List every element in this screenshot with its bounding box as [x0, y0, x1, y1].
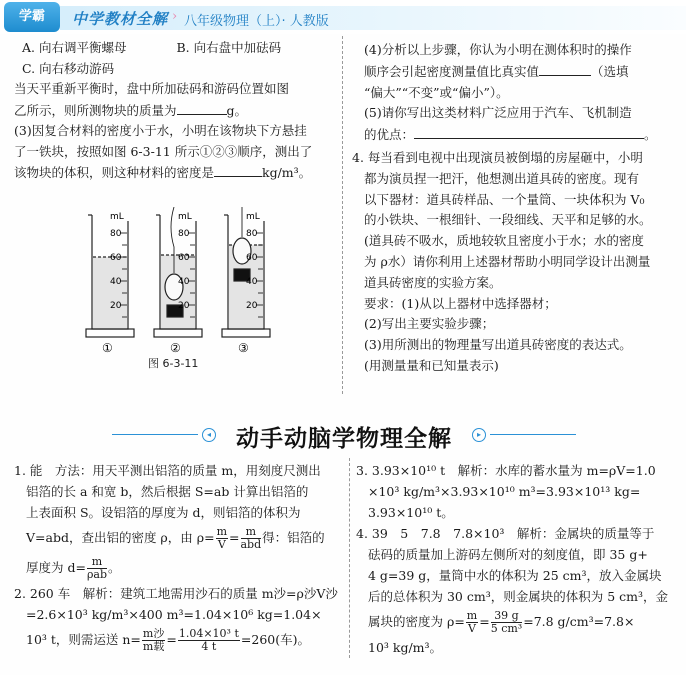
unit-label: mL [178, 212, 192, 222]
section-banner [0, 410, 686, 458]
tick-label: 80 [110, 229, 122, 239]
question-4: 4. 每当看到电视中出现演员被倒塌的房屋砸中，小明 [352, 149, 643, 165]
cylinder-3 [222, 207, 270, 337]
answer-1: 1. 能 方法：用天平测出铝箔的质量 m，用刻度尺测出 [14, 463, 321, 478]
figure-label-1: ① [102, 341, 113, 355]
text-line: 厚度为 d= $\frac{m}{\text{ρab}}$ 。 [26, 555, 121, 581]
text-line: (用测量量和已知量表示) [364, 357, 499, 373]
fraction: $\frac{m}{V}$ [216, 525, 228, 551]
text-line: (2)写出主要实验步骤； [364, 316, 495, 332]
text-line: 为 ρ水）请你利用上述器材帮助小明同学设计出测量 [364, 253, 651, 269]
brand-logo: 学霸 [4, 2, 60, 32]
unit-label: mL [246, 212, 260, 222]
fraction: $\frac{m}{\text{abd}}$ [240, 525, 262, 551]
page-header [0, 0, 686, 34]
tick-label: 60 [178, 253, 190, 263]
unit-label: mL [110, 212, 124, 222]
fraction: $\frac{\text{m沙}}{\text{m载}}$ [142, 627, 165, 653]
fraction: $\frac{m}{\text{ρab}}$ [86, 555, 108, 581]
banner-line-right [490, 434, 576, 435]
tick-label: 80 [246, 229, 258, 239]
text-line: 当天平重新平衡时，盘中所加砝码和游码位置如图 [14, 81, 290, 96]
text-line: (5)请你写出这类材料广泛应用于汽车、飞机制造 [364, 105, 632, 121]
answers-left [14, 460, 346, 655]
section-title: 动手动脑学物理全解 [236, 426, 452, 452]
option-b: B. 向右盘中加砝码 [176, 40, 282, 55]
column-divider [342, 36, 343, 394]
text-line: 乙所示，则所测物块的质量为 g。 [14, 100, 339, 122]
text-line: 都为演员捏一把汗，他想测出道具砖的密度。现有 [364, 170, 640, 186]
book-title: 中学教材全解 [72, 10, 169, 28]
text-line: 顺序会引起密度测量值比真实值 （选填 [364, 61, 680, 83]
option-a: A. 向右调平衡螺母 [22, 40, 127, 55]
tick-label: 60 [110, 253, 122, 263]
text-line: V=abd，查出铝的密度 ρ，由 ρ= $\frac{m}{V}$ = $\frac{m}{\text{abd}}$ 得：铝箔的 [26, 525, 325, 551]
text-line: 道具砖密度的实验方案。 [364, 274, 502, 290]
text-line: “偏大”“不变”或“偏小”）。 [364, 84, 509, 100]
chevron-icon: › [172, 9, 178, 24]
banner-dot-icon: ◂ [202, 428, 216, 442]
answer-3: 3. 3.93×10¹⁰ t 解析：水库的蓄水量为 m=ρV=1.0 [356, 463, 656, 478]
answer-blank [214, 162, 262, 177]
text-line: 3.93×10¹⁰ t。 [368, 505, 454, 520]
fraction: $\frac{m}{V}$ [466, 609, 478, 635]
text-line: 砝码的质量加上游码左侧所对的刻度值，即 35 g+ [368, 547, 648, 562]
answer-2: 2. 260 车 解析：建筑工地需用沙石的质量 m沙=ρ沙V沙 [14, 586, 338, 601]
answers-right [356, 460, 682, 658]
text-line: (3)因复合材料的密度小于水，小明在该物块下方悬挂 [14, 123, 307, 138]
tick-label: 40 [110, 277, 122, 287]
text-line: 铝箔的长 a 和宽 b，然后根据 S=ab 计算出铝箔的 [26, 484, 309, 499]
text-line: (3)用所测出的物理量写出道具砖密度的表达式。 [364, 337, 632, 353]
text-line: 的小铁块、一根细针、一段细线、天平和足够的水。 [364, 212, 652, 228]
text-line: 以下器材：道具砖样品、一个量筒、一块体积为 V₀ [364, 191, 645, 207]
text-line: 上表面积 S。设铝箔的厚度为 d，则铝箔的体积为 [26, 505, 301, 520]
tick-label: 40 [178, 277, 190, 287]
text-line: 4 g=39 g，量筒中水的体积为 25 cm³，放入金属块 [368, 568, 662, 583]
answer-blank [414, 124, 644, 139]
answer-blank [177, 100, 227, 115]
text-line: 属块的密度为 ρ= $\frac{m}{V}$ = $\frac{39 g}{\text{5 cm³}}$ =7.8 g/cm³=7.8× [368, 609, 635, 635]
grade-label: 八年级物理（上）· 人教版 [184, 14, 329, 29]
option-c: C. 向右移动游码 [22, 60, 115, 76]
options-row [14, 38, 339, 59]
text-line: =2.6×10³ kg/m³×400 m³=1.04×10⁶ kg=1.04× [26, 607, 322, 622]
text-line: ×10³ kg/m³×3.93×10¹⁰ m³=3.93×10¹³ kg= [368, 484, 641, 499]
tick-label: 40 [246, 277, 258, 287]
figure-label-2: ② [170, 341, 181, 355]
tick-label: 80 [178, 229, 190, 239]
banner-dot-icon: ▸ [472, 428, 486, 442]
text-line: 后的总体积为 30 cm³，则金属块的体积为 5 cm³，金 [368, 589, 668, 604]
text-line: (道具砖不吸水，质地较软且密度小于水；水的密度 [364, 233, 644, 249]
tick-label: 20 [110, 301, 122, 311]
tick-label: 60 [246, 253, 258, 263]
figure-caption: 图 6-3-11 [148, 357, 199, 370]
left-column [14, 38, 339, 184]
fraction: $\frac{\text{1.04×10³ t}}{4 t}$ [178, 627, 239, 653]
text-line: 10³ t，则需运送 n= $\frac{\text{m沙}}{\text{m载}}$ = $\frac{\text{1.04×10³ t}}{4 t}$ =260(车)。 [26, 627, 310, 653]
tick-label: 20 [178, 301, 190, 311]
text-line: (4)分析以上步骤，你认为小明在测体积时的操作 [364, 42, 632, 57]
text-line: 10³ kg/m³。 [368, 640, 443, 655]
column-divider [349, 458, 350, 658]
cylinder-2 [154, 207, 202, 337]
right-column [352, 40, 680, 377]
banner-line-left [112, 434, 198, 435]
fraction: $\frac{39 g}{\text{5 cm³}}$ [490, 609, 523, 635]
tick-label: 20 [246, 301, 258, 311]
text-line: 的优点： 。 [364, 124, 680, 146]
answer-4: 4. 39 5 7.8 7.8×10³ 解析：金属块的质量等于 [356, 526, 655, 541]
answer-blank [539, 61, 591, 76]
text-line: 该物块的体积，则这种材料的密度是 kg/m³。 [14, 162, 339, 184]
text-line: 要求：(1)从以上器材中选择器材； [364, 295, 557, 311]
text-line: 了一铁块，按照如图 6-3-11 所示①②③顺序，测出了 [14, 143, 313, 159]
cylinder-figure [70, 207, 340, 357]
figure-label-3: ③ [238, 341, 249, 355]
